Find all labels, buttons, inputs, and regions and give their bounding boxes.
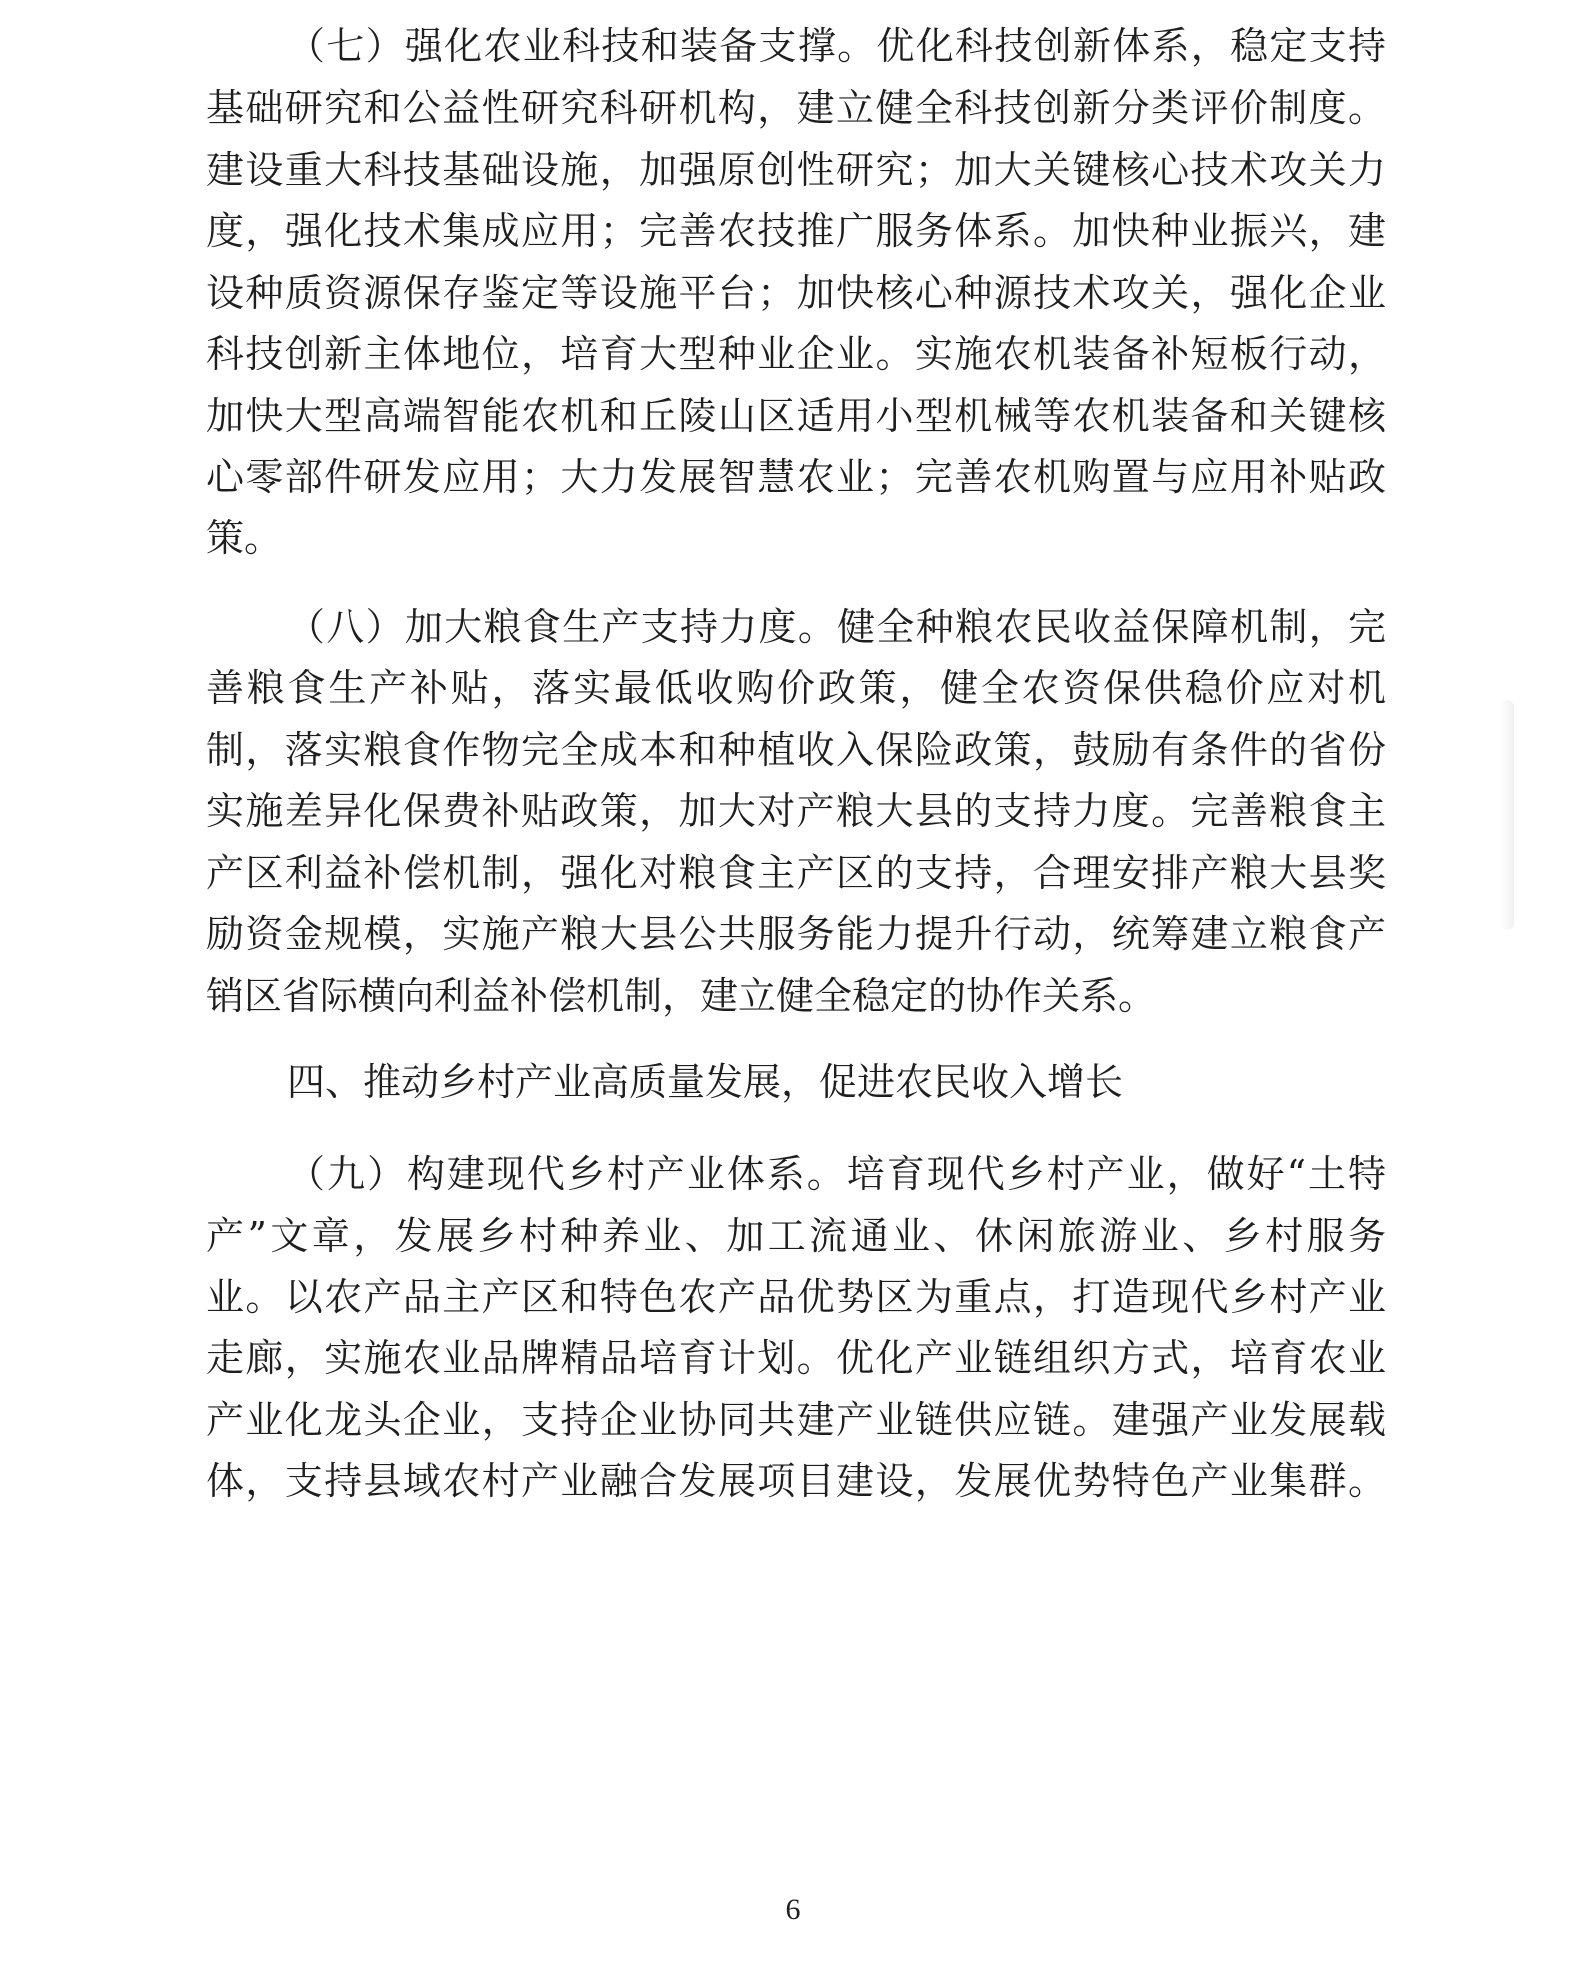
text-line: （七）强化农业科技和装备支撑。优化科技创新体系，稳定支持 [287,24,1386,68]
text-line: 基础研究和公益性研究科研机构，建立健全科技创新分类评价制度。 [206,86,1386,130]
text-line: 体，支持县域农村产业融合发展项目建设，发展优势特色产业集群。 [206,1459,1386,1503]
text-line: 策。 [206,516,283,560]
text-line: 产”文章，发展乡村种养业、加工流通业、休闲旅游业、乡村服务 [206,1214,1386,1258]
text-line: 心零部件研发应用；大力发展智慧农业；完善农机购置与应用补贴政 [206,455,1386,499]
text-line: 设种质资源保存鉴定等设施平台；加快核心种源技术攻关，强化企业 [206,271,1386,315]
page-number: 6 [785,1893,801,1926]
text-line: 销区省际横向利益补偿机制，建立健全稳定的协作关系。 [206,974,1157,1018]
page-edge-shadow [1500,700,1514,930]
text-line: 加快大型高端智能农机和丘陵山区适用小型机械等农机装备和关键核 [206,394,1386,438]
text-line: 科技创新主体地位，培育大型种业企业。实施农机装备补短板行动， [206,332,1386,376]
text-line: 产业化龙头企业，支持企业协同共建产业链供应链。建强产业发展载 [206,1398,1386,1442]
text-line: 实施差异化保费补贴政策，加大对产粮大县的支持力度。完善粮食主 [206,789,1386,833]
text-line: 善粮食生产补贴，落实最低收购价政策，健全农资保供稳价应对机 [206,666,1386,710]
text-line: 励资金规模，实施产粮大县公共服务能力提升行动，统筹建立粮食产 [206,912,1386,956]
text-line: 产区利益补偿机制，强化对粮食主产区的支持，合理安排产粮大县奖 [206,851,1386,895]
text-line: （九）构建现代乡村产业体系。培育现代乡村产业，做好“土特 [287,1152,1386,1196]
text-line: 走廊，实施农业品牌精品培育计划。优化产业链组织方式，培育农业 [206,1336,1386,1380]
section-heading: 四、推动乡村产业高质量发展，促进农民收入增长 [287,1060,1124,1104]
text-line: 制，落实粮食作物完全成本和种植收入保险政策，鼓励有条件的省份 [206,728,1386,772]
text-line: 建设重大科技基础设施，加强原创性研究；加大关键核心技术攻关力 [206,148,1386,192]
text-line: （八）加大粮食生产支持力度。健全种粮农民收益保障机制，完 [287,605,1386,649]
text-line: 度，强化技术集成应用；完善农技推广服务体系。加快种业振兴，建 [206,209,1386,253]
text-line: 业。以农产品主产区和特色农产品优势区为重点，打造现代乡村产业 [206,1275,1386,1319]
